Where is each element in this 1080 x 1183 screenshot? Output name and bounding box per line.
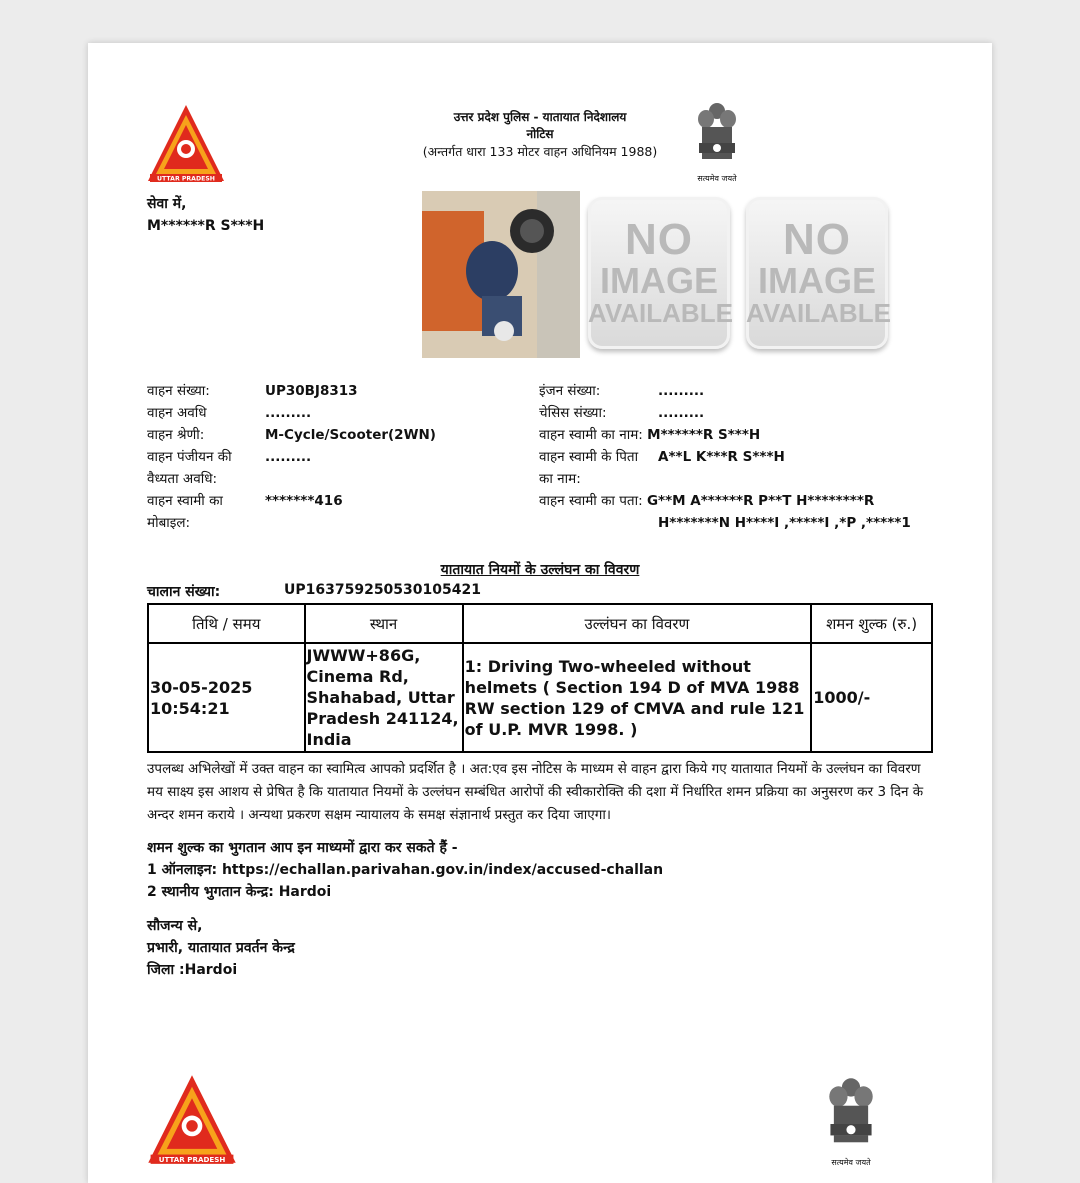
- challan-number: UP16375925053010542​1: [284, 582, 481, 598]
- no-image-text: AVAILABLE: [588, 298, 733, 328]
- notice-page: [88, 43, 992, 1183]
- signoff-block: [147, 915, 295, 981]
- svg-text:UTTAR PRADESH: UTTAR PRADESH: [157, 175, 215, 183]
- col-fine: शमन शुल्क (रु.): [811, 604, 932, 643]
- owner-address-line2: H*******N H****I ,*****I ,*P ,*****1: [658, 515, 911, 531]
- col-description: उल्लंघन का विवरण: [463, 604, 812, 643]
- no-image-placeholder-1: [588, 197, 733, 349]
- no-image-text: NO: [783, 215, 851, 264]
- father-name-label-2: का नाम:: [539, 471, 581, 487]
- table-header-row: [148, 604, 932, 643]
- header-act: (अन्तर्गत धारा 133 मोटर वाहन अधिनियम 1988): [422, 144, 658, 159]
- payment-block: [147, 837, 663, 903]
- cell-description: 1: Driving Two-wheeled without helmets ( Section 194 D of MVA 1988 RW section 129 of CMVA and rule 121 of U.P. MVR 1998. ): [463, 643, 812, 752]
- emblem-motto-footer: सत्यमेव जयते: [831, 1158, 871, 1167]
- no-image-text: IMAGE: [757, 260, 876, 301]
- notice-header: [88, 109, 992, 160]
- violation-table: [147, 603, 933, 753]
- owner-mobile: *******416: [265, 493, 343, 509]
- owner-name-label: वाहन स्वामी का नाम:: [539, 427, 643, 443]
- payment-online-link[interactable]: 1 ऑनलाइन: https://echallan.parivahan.gov.in/index/accused-challan: [147, 862, 664, 878]
- table-row: [148, 643, 932, 752]
- reg-validity-label: वैध्यता अवधि:: [147, 471, 218, 487]
- violation-date: 30-05-2025: [150, 677, 253, 697]
- vehicle-values-right-top: [658, 380, 778, 424]
- violation-time: 10:54:21: [150, 698, 230, 718]
- reg-validity: .........: [265, 449, 312, 465]
- payment-local-center: 2 स्थानीय भुगतान केन्द्र: Hardoi: [147, 884, 332, 900]
- vehicle-period-label: वाहन अवधि: [147, 405, 207, 421]
- owner-name: M******R S***H: [647, 427, 761, 443]
- no-image-text: AVAILABLE: [746, 298, 891, 328]
- header-title: उत्तर प्रदेश पुलिस - यातायात निदेशालय: [453, 110, 627, 124]
- cell-fine: 1000/-: [811, 643, 932, 752]
- recipient-name: M******R S***H: [147, 218, 265, 234]
- header-notice: नोटिस: [526, 127, 554, 141]
- svg-text:UTTAR PRADESH: UTTAR PRADESH: [158, 1155, 226, 1165]
- vehicle-category: M-Cycle/Scooter(2WN): [265, 427, 436, 443]
- traffic-directorate-logo-footer: [146, 1073, 238, 1165]
- vehicle-labels-left: [147, 380, 267, 534]
- recipient-greeting: सेवा में,: [147, 196, 187, 212]
- signoff-officer: प्रभारी, यातायात प्रवर्तन केन्द्र: [147, 940, 295, 956]
- cell-date-time: [148, 643, 305, 752]
- evidence-photo[interactable]: [422, 191, 580, 358]
- recipient-block: [147, 193, 264, 237]
- vehicle-number-label: वाहन संख्या:: [147, 383, 210, 399]
- owner-details: [539, 424, 959, 534]
- father-name: A**L K***R S***H: [658, 449, 785, 465]
- owner-mobile-label: मोबाइल:: [147, 515, 191, 531]
- col-place: स्थान: [305, 604, 463, 643]
- vehicle-values-left: [265, 380, 485, 512]
- vehicle-period: .........: [265, 405, 312, 421]
- vehicle-category-label: वाहन श्रेणी:: [147, 427, 205, 443]
- father-name-label: वाहन स्वामी के पिता: [539, 449, 639, 465]
- reg-validity-label: वाहन पंजीयन की: [147, 449, 232, 465]
- signoff-courtesy: सौजन्य से,: [147, 918, 203, 934]
- no-image-text: NO: [625, 215, 693, 264]
- national-emblem-icon: [694, 101, 740, 171]
- owner-address-label: वाहन स्वामी का पता:: [539, 493, 643, 509]
- engine-number: .........: [658, 383, 705, 399]
- engine-label: इंजन संख्या:: [539, 383, 601, 399]
- col-date-time: तिथि / समय: [148, 604, 305, 643]
- owner-address-line1: G**M A******R P**T H********R: [646, 493, 875, 509]
- owner-mobile-label: वाहन स्वामी का: [147, 493, 223, 509]
- no-image-text: IMAGE: [599, 260, 718, 301]
- vehicle-labels-right: [539, 380, 659, 424]
- chassis-number: .........: [658, 405, 705, 421]
- no-image-placeholder-2: [746, 197, 891, 349]
- emblem-motto: सत्यमेव जयते: [697, 174, 737, 183]
- vehicle-number: UP30BJ8313: [265, 383, 358, 399]
- violation-section-title: यातायात नियमों के उल्लंघन का विवरण: [440, 562, 640, 578]
- notice-paragraph: उपलब्ध अभिलेखों में उक्त वाहन का स्वामित्व आपको प्रदर्शित है । अत:एव इस नोटिस के माध्यम से वाहन द्वारा किये गए यातायात नियमों के उल्लंघन का विवरण मय साक्ष्य इस आशय से प्रेषित है कि यातायात नियमों के उल्लंघन सम्बंधित आरोपों की स्वीकारोक्ति की दशा में निर्धारित शमन प्रक्रिया का अनुसरण कर 3 दिन के अन्दर शमन कराये । अन्यथा प्रकरण सक्षम न्यायालय के समक्ष संज्ञानार्थ प्रस्तुत कर दिया जाएगा।: [147, 761, 924, 823]
- chassis-label: चेसिस संख्या:: [539, 405, 607, 421]
- cell-place: JWWW+86G, Cinema Rd, Shahabad, Uttar Pradesh 241124, India: [305, 643, 463, 752]
- payment-heading: शमन शुल्क का भुगतान आप इन माध्यमों द्वारा कर सकते हैं -: [147, 840, 458, 856]
- national-emblem-icon-footer: [824, 1076, 878, 1156]
- signoff-district: जिला :Hardoi: [147, 962, 238, 978]
- challan-label: चालान संख्या:: [147, 584, 221, 600]
